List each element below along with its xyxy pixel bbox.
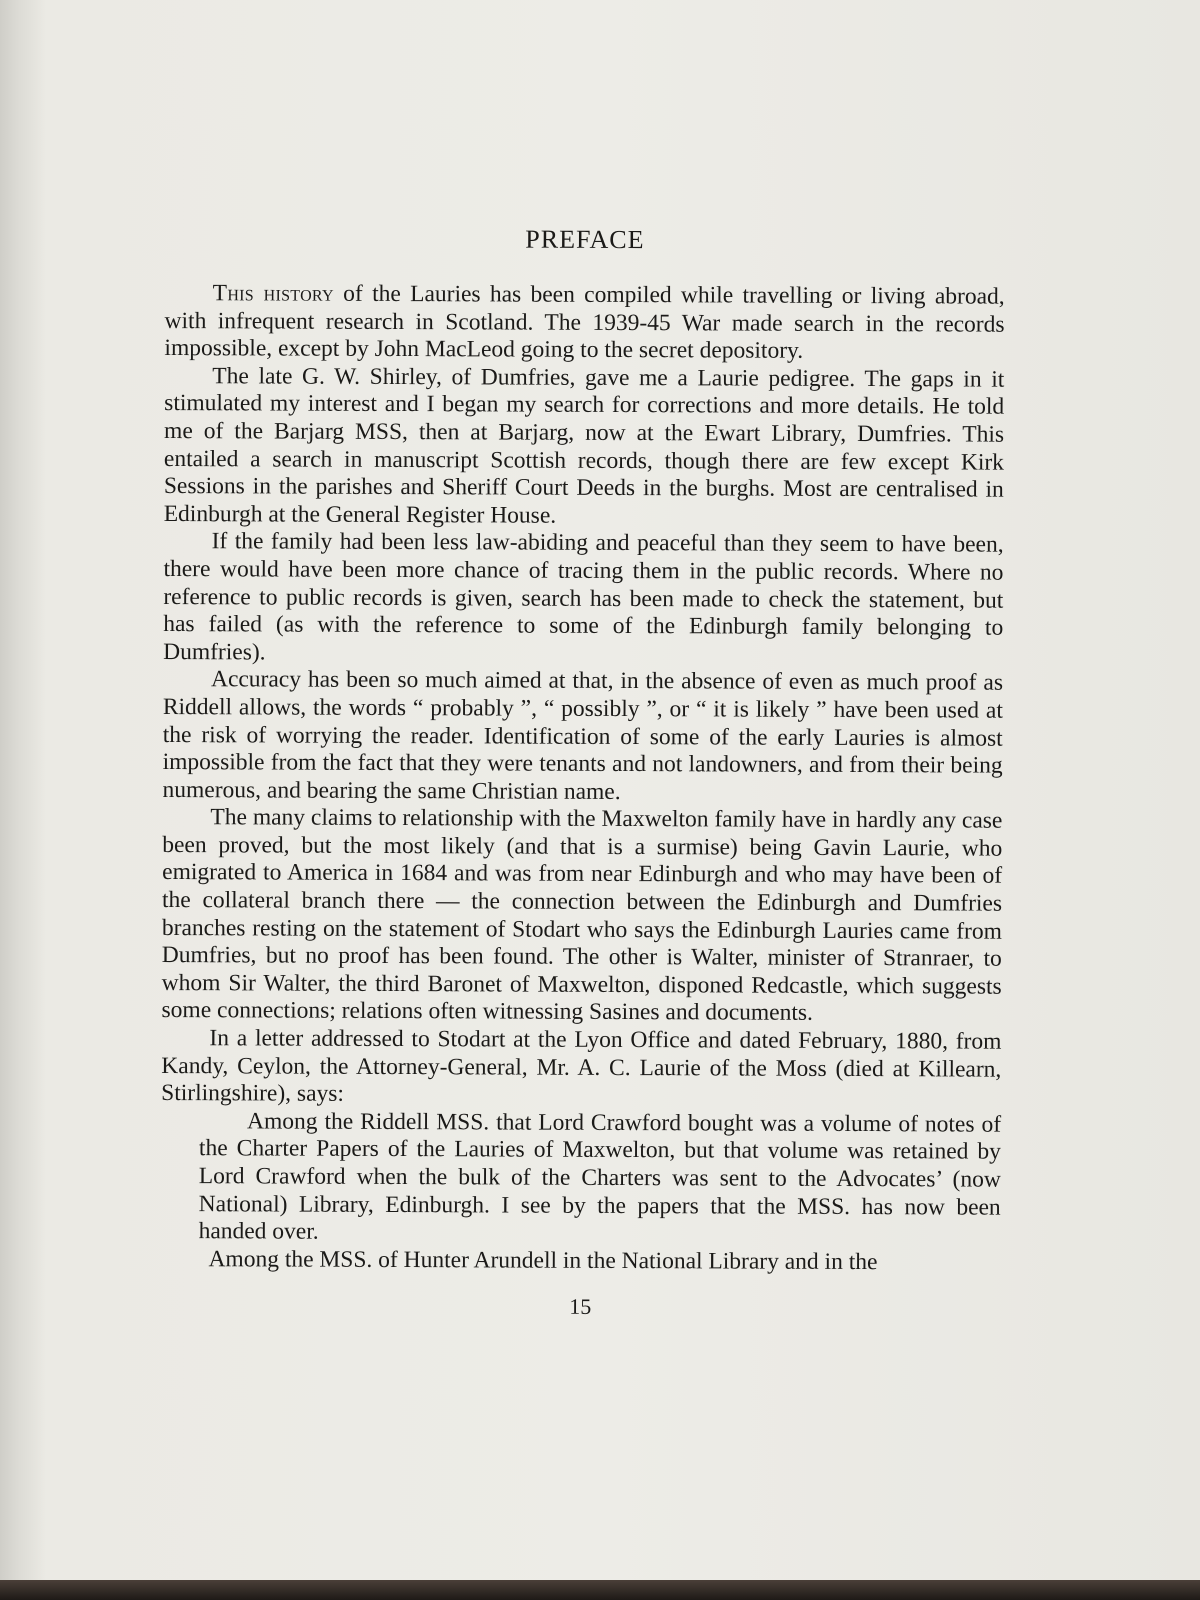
- paragraph-lead-caps: This history: [212, 280, 334, 307]
- gutter-shadow: [0, 0, 46, 1580]
- paragraph-4: Accuracy has been so much aimed at that, in the absence of even as much proof as Riddell allows, the words “ probably ”, “ possibly ”, or “ it is likely ” have been used at the risk of worrying the reader. Identification of some of the early Lauries is almost impossible from the fact that they were tenants and not landowners, and from their being numerous, and bearing the same Christian name.: [162, 666, 1004, 805]
- paragraph-6: In a letter addressed to Stodart at the Lyon Office and dated February, 1880, from Kandy, Ceylon, the Attorney-General, Mr. A. C. Laurie of the Moss (died at Killearn, Stirlingshire), says:: [161, 1025, 1002, 1108]
- page-number: 15: [569, 1294, 592, 1320]
- paragraph-2: The late G. W. Shirley, of Dumfries, gave me a Laurie pedigree. The gaps in it stimulated my interest and I began my search for corrections and more details. He told me of the Barjarg MSS, then at Barjarg, now at the Ewart Library, Dumfries. This entailed a search in manuscript Scottish records, though there are few except Kirk Sessions in the parishes and Sheriff Court Deeds in the burghs. Most are centralised in Edinburgh at the General Register House.: [163, 362, 1005, 529]
- block-quote: Among the Riddell MSS. that Lord Crawford bought was a volume of notes of the Charter Papers of the Lauries of Maxwelton, but that volume was retained by Lord Crawford when the bulk of the Charters was sent to the Advocates’ (now National) Library, Edinburgh. I see by the papers that the MSS. has now been handed over.: [198, 1108, 1002, 1245]
- book-edge-below-page: [0, 1580, 1200, 1600]
- page-text-block: [160, 222, 1005, 1323]
- paragraph-text: of the Lauries has been compiled while travelling or living abroad, with infrequent research in Scotland. The 1939-45 War made search in the records impossible, except by John MacLeod going to the secret depository.: [164, 280, 1005, 364]
- page-title: PREFACE: [525, 224, 645, 255]
- paragraph-1: [164, 280, 1004, 366]
- paragraph-3: If the family had been less law-abiding and peaceful than they seem to have been, there would have been more chance of tracing them in the public records. Where no reference to public records is given, search has been made to check the statement, but has failed (as with the reference to some of the Edinburgh family belonging to Dumfries).: [163, 528, 1004, 666]
- paragraph-7: Among the MSS. of Hunter Arundell in the National Library and in the: [208, 1245, 878, 1275]
- paragraph-5: The many claims to relationship with the Maxwelton family have in hardly any case been proved, but the most likely (and that is a surmise) being Gavin Laurie, who emigrated to America in 1684 and was from near Edinburgh and who may have been of the collateral branch there — the connection between the Edinburgh and Dumfries branches resting on the statement of Stodart who says the Edinburgh Lauries came from Dumfries, but no proof has been found. The other is Walter, minister of Stranraer, to whom Sir Walter, the third Baronet of Maxwelton, disponed Redcastle, which suggests some connections; relations often witnessing Sasines and documents.: [161, 804, 1003, 1027]
